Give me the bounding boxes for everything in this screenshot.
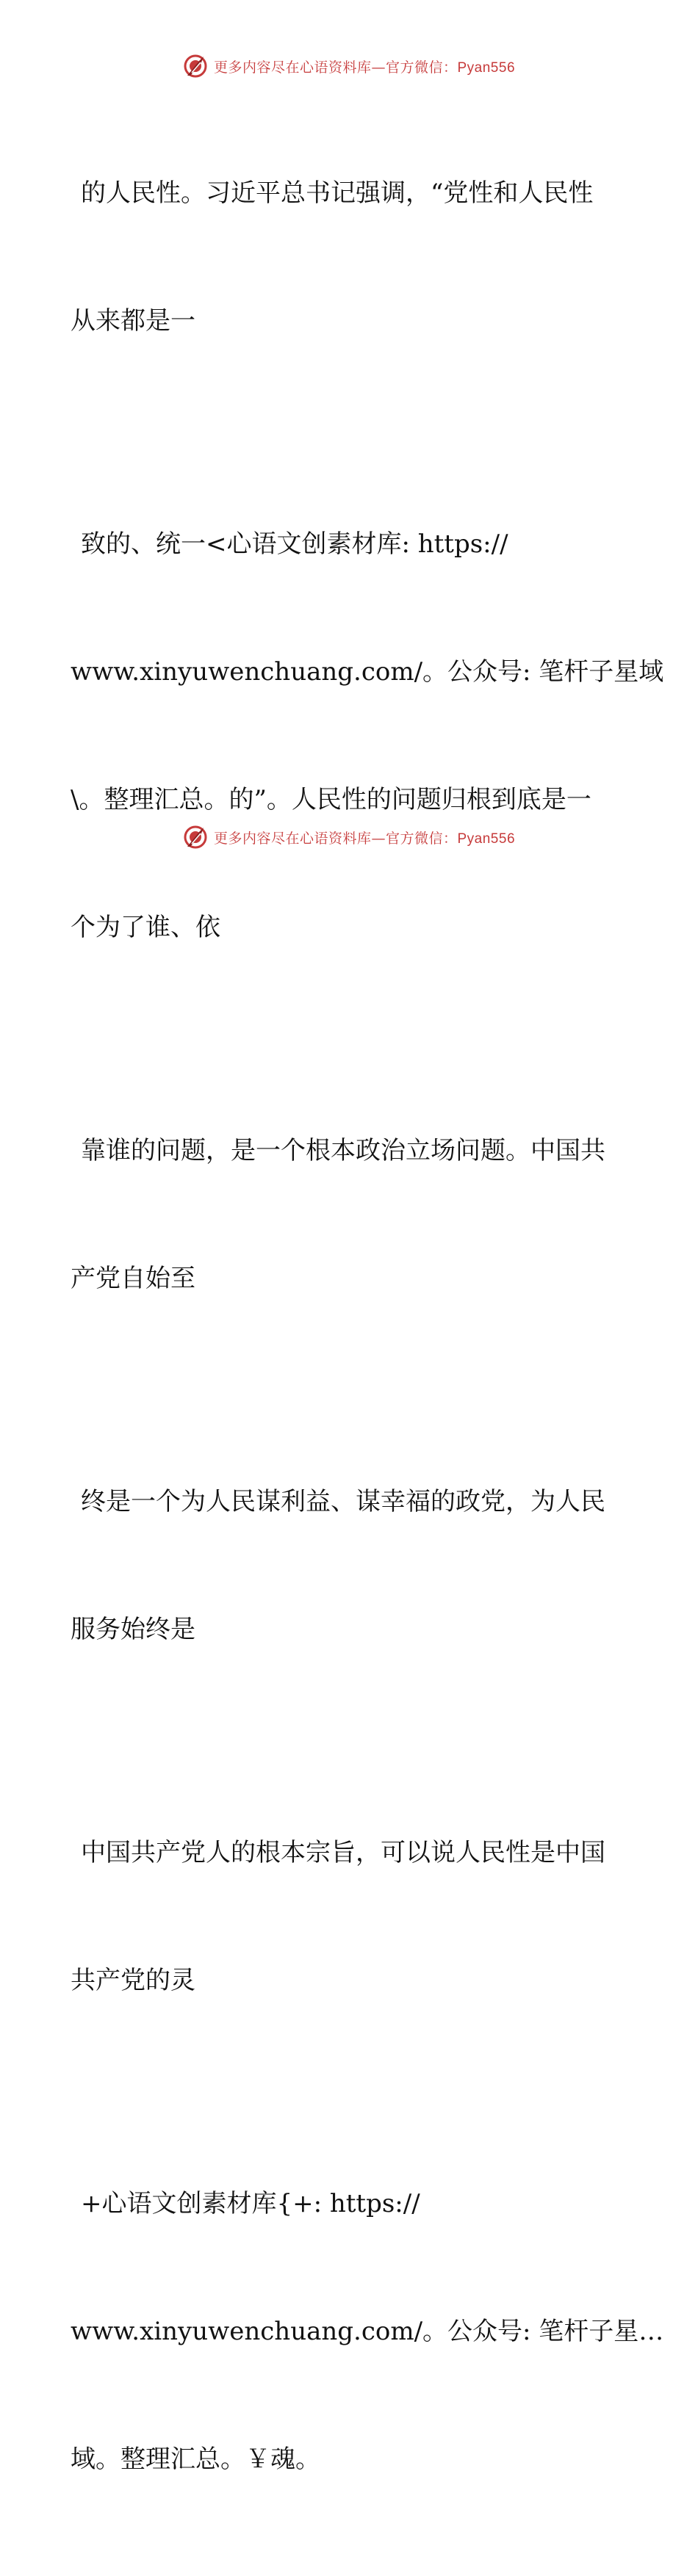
paragraph bbox=[71, 1395, 629, 1736]
document-body bbox=[71, 87, 664, 2576]
paragraph bbox=[71, 1044, 629, 1385]
paragraph bbox=[71, 2097, 664, 2566]
quill-logo-icon bbox=[183, 54, 208, 79]
paragraph bbox=[71, 1746, 629, 2087]
text-line: 个为了谁、依 bbox=[71, 913, 220, 942]
footer-banner-text bbox=[214, 828, 515, 847]
text-line: \。整理汇总。的”。人民性的问题归根到底是一 bbox=[71, 785, 591, 814]
header-banner bbox=[0, 51, 698, 81]
text-line: 的人民性。习近平总书记强调，“党性和人民性 bbox=[81, 178, 594, 208]
text-line: 终是一个为人民谋利益、谋幸福的政党，为人民 bbox=[81, 1487, 605, 1516]
header-banner-handle: Pyan556 bbox=[457, 59, 516, 76]
text-line: 服务始终是 bbox=[71, 1615, 195, 1644]
paragraph bbox=[71, 438, 664, 1034]
footer-banner-label: 更多内容尽在心语资料库—官方微信： bbox=[213, 830, 458, 847]
footer-banner-inner bbox=[183, 825, 515, 850]
quill-logo-icon bbox=[183, 825, 208, 850]
text-line: 域。整理汇总。￥魂。 bbox=[71, 2445, 320, 2474]
paragraph bbox=[71, 87, 629, 427]
text-line: 产党自始至 bbox=[71, 1264, 195, 1293]
text-line: 共产党的灵 bbox=[71, 1966, 195, 1995]
text-line: 从来都是一 bbox=[71, 306, 195, 336]
text-line: www.xinyuwenchuang.com/。公众号: 笔杆子星… bbox=[71, 2317, 664, 2346]
text-line: +心语文创素材库{+: https:// bbox=[81, 2189, 420, 2218]
header-banner-label: 更多内容尽在心语资料库—官方微信： bbox=[213, 59, 458, 76]
footer-banner bbox=[0, 822, 698, 852]
header-banner-inner bbox=[183, 54, 515, 79]
header-banner-text bbox=[214, 57, 515, 76]
text-line: 靠谁的问题，是一个根本政治立场问题。中国共 bbox=[81, 1136, 605, 1165]
text-line: 致的、统一<心语文创素材库: https:// bbox=[81, 529, 508, 559]
footer-banner-handle: Pyan556 bbox=[457, 831, 516, 847]
text-line: www.xinyuwenchuang.com/。公众号: 笔杆子星域 bbox=[71, 657, 664, 687]
text-line: 中国共产党人的根本宗旨，可以说人民性是中国 bbox=[81, 1838, 605, 1867]
